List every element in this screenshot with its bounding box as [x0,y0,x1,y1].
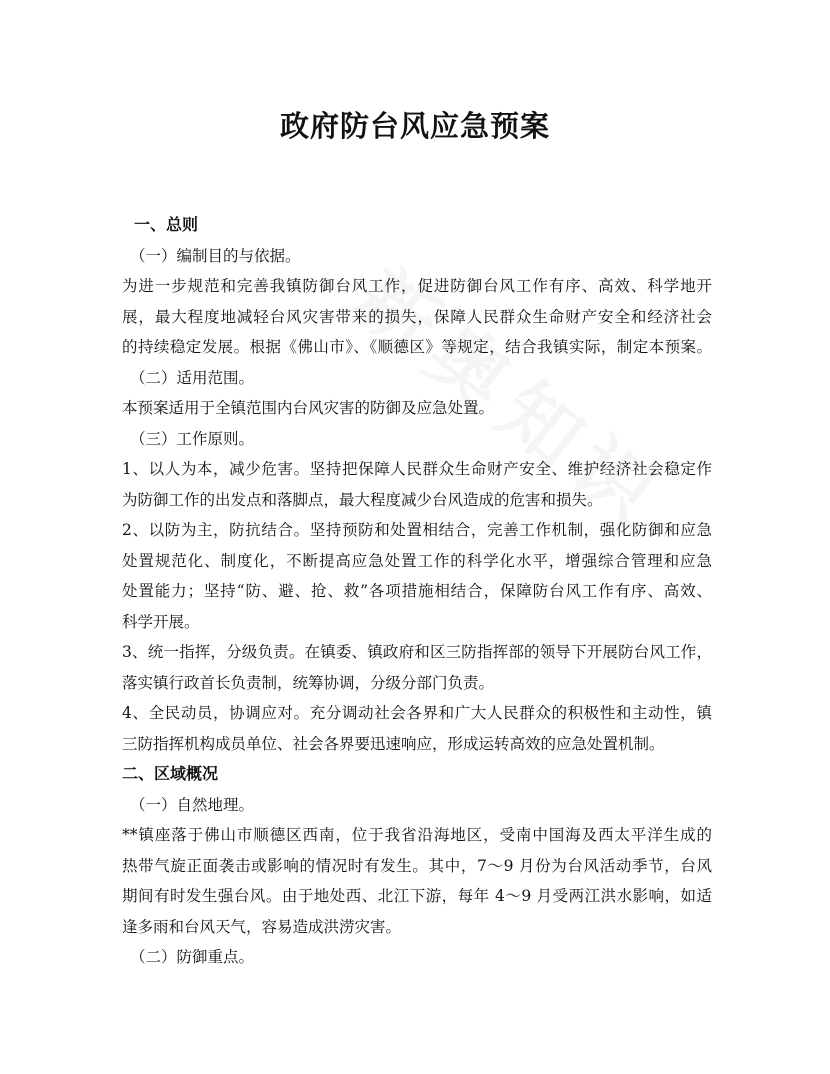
section-heading: 一、总则 [134,215,199,234]
paragraph-line: 逢多雨和台风天气，容易造成洪涝灾害。 [122,917,402,936]
paragraph-line: 处置规范化、制度化，不断提高应急处置工作的科学化水平，增强综合管理和应急 [122,551,712,570]
paragraph-line: 科学开展。 [122,612,200,631]
subsection-heading: （一）自然地理。 [130,795,255,814]
paragraph-line: 4、全民动员，协调应对。充分调动社会各界和广大人民群众的积极性和主动性，镇 [122,704,712,722]
paragraph-line: 1、以人为本，减少危害。坚持把保障人民群众生命财产安全、维护经济社会稳定作 [122,460,712,478]
paragraph-line: 为进一步规范和完善我镇防御台风工作，促进防御台风工作有序、高效、科学地开 [122,277,712,295]
paragraph-line: 热带气旋正面袭击或影响的情况时有发生。其中，7～9 月份为台风活动季节，台风 [122,856,712,875]
section-heading: 二、区域概况 [122,764,219,783]
paragraph-line: 3、统一指挥，分级负责。在镇委、镇政府和区三防指挥部的领导下开展防台风工作， [122,643,712,661]
paragraph-line: 本预案适用于全镇范围内台风灾害的防御及应急处置。 [122,399,495,417]
paragraph-line: 落实镇行政首长负责制，统筹协调，分级分部门负责。 [122,673,495,692]
paragraph-line: 的持续稳定发展。根据《佛山市》、《顺德区》等规定，结合我镇实际，制定本预案。 [122,338,712,356]
paragraph-line: 期间有时发生强台风。由于地处西、北江下游，每年 4～9 月受两江洪水影响，如适 [122,887,712,905]
document-title: 政府防台风应急预案 [279,109,550,143]
subsection-heading: （二）适用范围。 [130,368,255,387]
paragraph-line: **镇座落于佛山市顺德区西南，位于我省沿海地区，受南中国海及西太平洋生成的 [122,826,712,844]
paragraph-line: 三防指挥机构成员单位、社会各界要迅速响应，形成运转高效的应急处置机制。 [122,734,665,753]
paragraph-line: 展，最大程度地减轻台风灾害带来的损失，保障人民群众生命财产安全和经济社会 [122,307,712,326]
subsection-heading: （一）编制目的与依据。 [130,246,301,265]
document-body [122,210,712,973]
paragraph-line: 处置能力；坚持“防、避、抢、救”各项措施相结合，保障防台风工作有序、高效、 [122,582,712,600]
subsection-heading: （三）工作原则。 [130,429,255,448]
paragraph-line: 为防御工作的出发点和落脚点，最大程度减少台风造成的危害和损失。 [122,490,603,509]
subsection-heading: （二）防御重点。 [130,948,255,966]
paragraph-line: 2、以防为主，防抗结合。坚持预防和处置相结合，完善工作机制，强化防御和应急 [122,521,712,539]
